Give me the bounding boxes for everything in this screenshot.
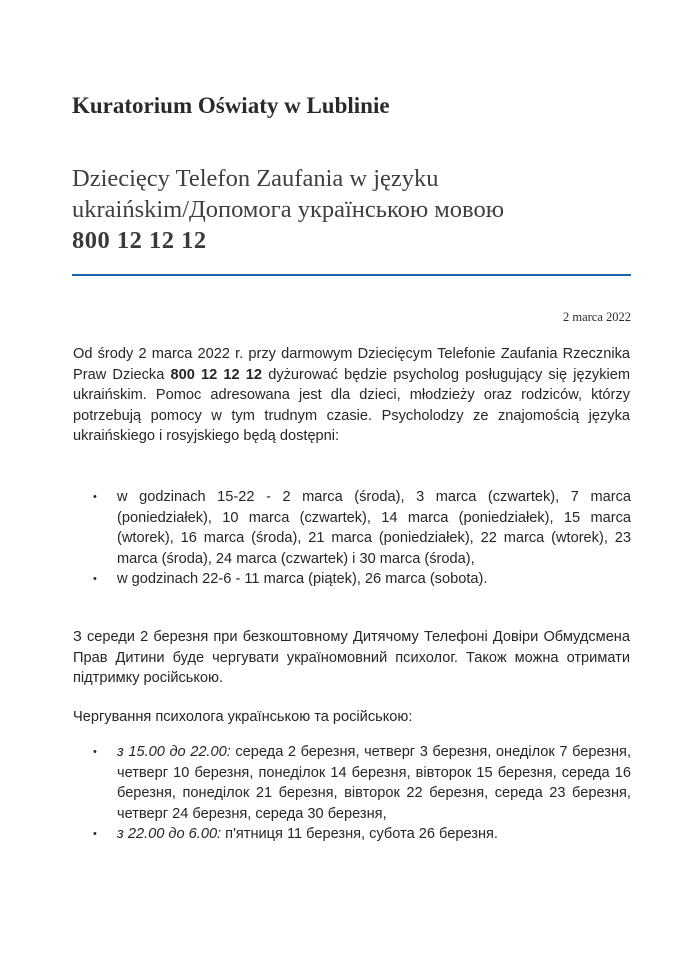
document-heading bbox=[72, 163, 652, 256]
heading-phone-number: 800 12 12 12 bbox=[72, 227, 207, 254]
polish-intro-text-start: Od środy 2 marca 2022 r. przy darmowym Dziecięcym Telefonie Zaufania Rzecznika Praw Dziecka bbox=[73, 346, 630, 383]
bullet-icon: • bbox=[93, 828, 97, 840]
ukrainian-time-range-1: з 15.00 до 22.00: bbox=[117, 744, 231, 760]
bullet-icon: • bbox=[93, 491, 97, 503]
polish-intro-text-end: dyżurować będzie psycholog posługujący się językiem ukraińskim. Pomoc adresowana jest dla dzieci, młodzieży oraz rodziców, którzy potrzebują pomocy w tym trudnym czasie. Psycholodzy ze znajomością języka ukraińskiego i rosyjskiego będą dostępni: bbox=[73, 366, 631, 444]
ukrainian-schedule-item-1: середа 2 березня, четверг 3 березня, онеділок 7 березня, четверг 10 березня, понеділок 14 березня, вівторок 15 березня, середа 16 березня, понеділок 21 березня, вівторок 22 березня, середа 23 березня, четверг 24 березня, середа 30 березня, bbox=[117, 744, 631, 822]
polish-intro-phone: 800 12 12 12 bbox=[170, 366, 263, 383]
bullet-icon: • bbox=[93, 573, 97, 585]
polish-intro-paragraph bbox=[73, 344, 630, 447]
ukrainian-time-range-2: з 22.00 до 6.00: bbox=[117, 826, 222, 842]
header-divider bbox=[72, 274, 631, 276]
polish-schedule-item-2: w godzinach 22-6 - 11 marca (piątek), 26 marca (sobota). bbox=[117, 571, 488, 587]
list-item bbox=[93, 824, 631, 845]
heading-line-2: ukraińskim/Допомога українською мовою bbox=[72, 196, 504, 223]
ukrainian-schedule-list bbox=[93, 742, 631, 845]
polish-schedule-item-1: w godzinach 15-22 - 2 marca (środa), 3 marca (czwartek), 7 marca (poniedziałek), 10 marca (czwartek), 14 marca (poniedziałek), 15 marca (wtorek), 16 marca (środa), 21 marca (poniedziałek), 22 marca (wtorek), 23 marca (środa), 24 marca (czwartek) i 30 marca (środa), bbox=[117, 489, 631, 567]
document-date: 2 marca 2022 bbox=[562, 310, 631, 324]
polish-schedule-list bbox=[93, 487, 631, 590]
ukrainian-schedule-item-2: п'ятниця 11 березня, субота 26 березня. bbox=[221, 826, 498, 842]
bullet-icon: • bbox=[93, 746, 97, 758]
list-item bbox=[93, 569, 631, 590]
heading-line-1: Dziecięcy Telefon Zaufania w języku bbox=[72, 165, 439, 192]
list-item bbox=[93, 742, 631, 824]
organization-title: Kuratorium Oświaty w Lublinie bbox=[72, 93, 390, 118]
list-item bbox=[93, 487, 631, 569]
ukrainian-intro-paragraph: З середи 2 березня при безкоштовному Дитячому Телефоні Довіри Обмудсмена Прав Дитини буде чергувати україномовний психолог. Також можна отримати підтримку російською. bbox=[73, 629, 630, 686]
ukrainian-schedule-heading: Чергування психолога українською та російською: bbox=[73, 709, 413, 725]
